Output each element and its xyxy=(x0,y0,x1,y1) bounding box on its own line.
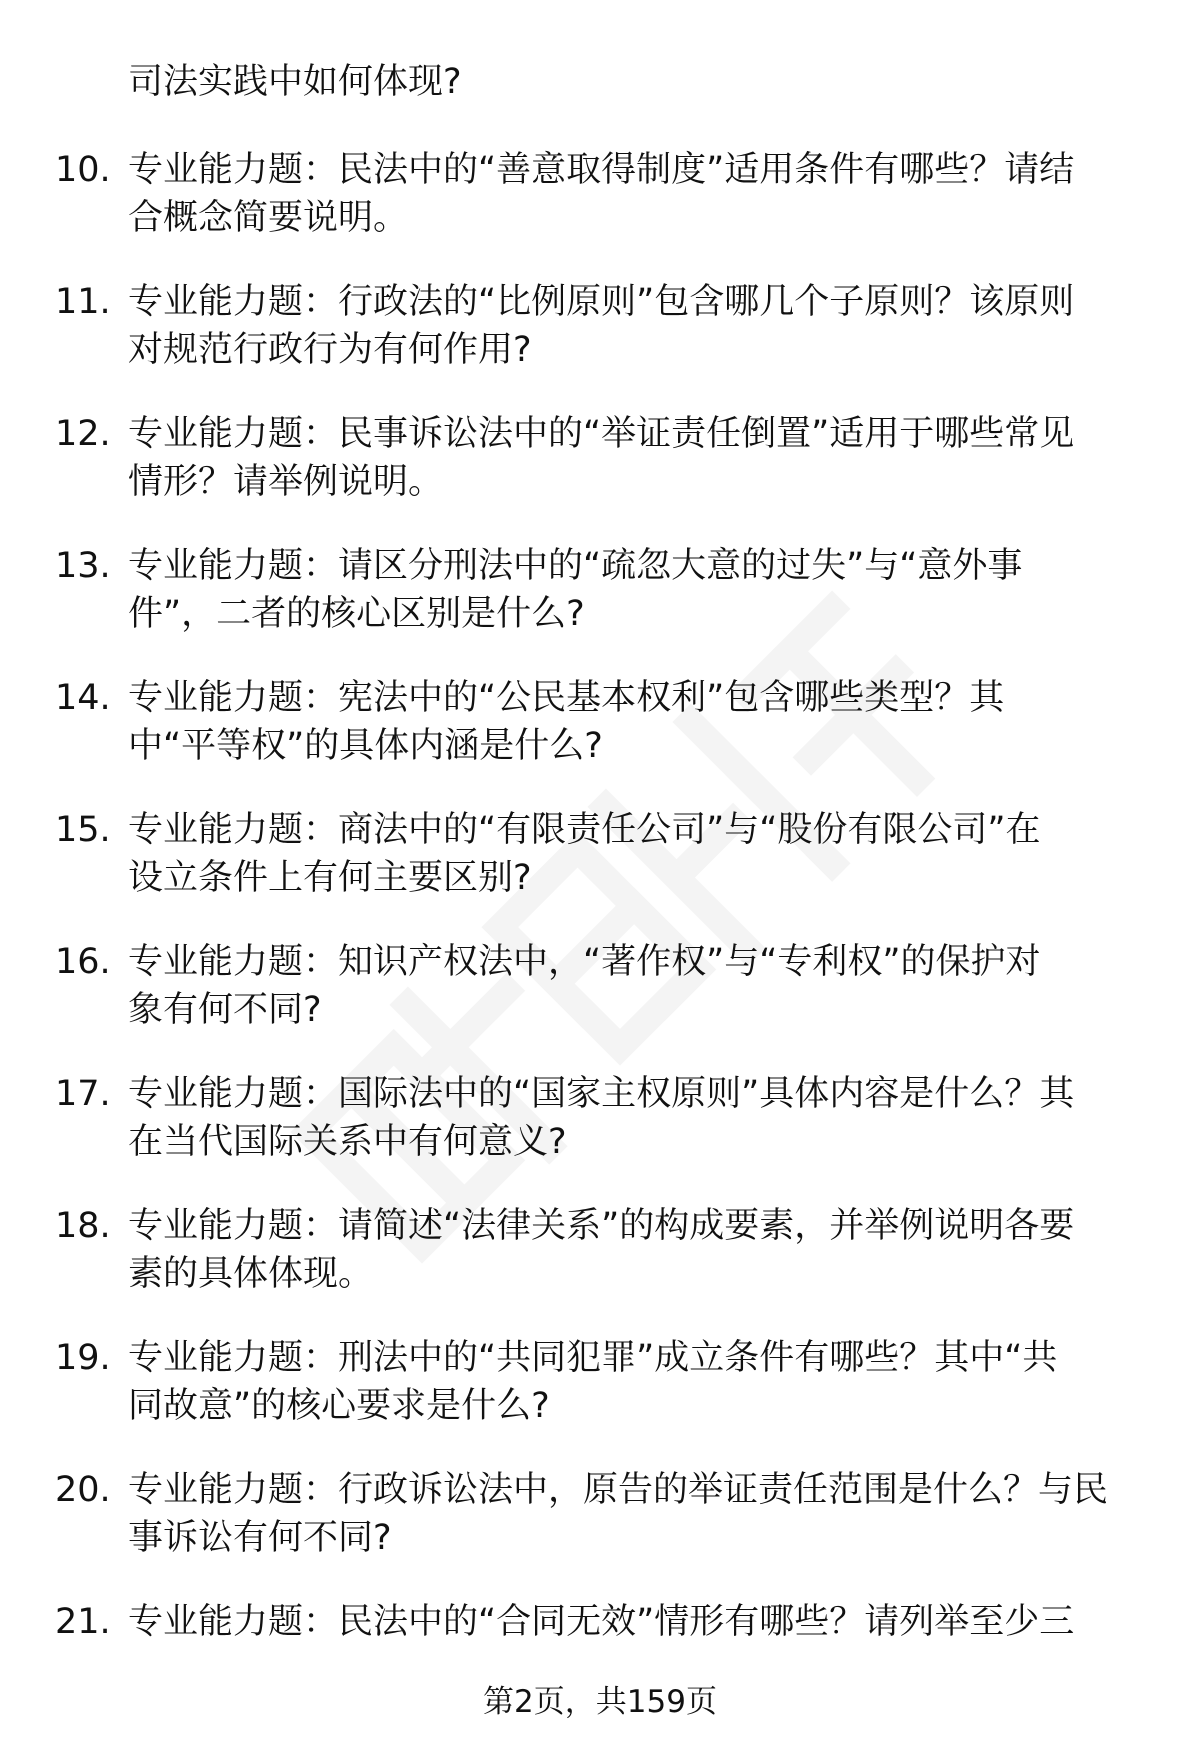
question-text-line-1: 专业能力题：商法中的“有限责任公司”与“股份有限公司”在 xyxy=(128,810,1041,850)
question-text-line-2: 件”，二者的核心区别是什么? xyxy=(128,594,585,634)
question-text-line-2: 同故意”的核心要求是什么? xyxy=(128,1386,550,1426)
list-item xyxy=(0,410,1200,542)
list-item xyxy=(0,806,1200,938)
question-text-line-2: 素的具体体现。 xyxy=(128,1254,374,1294)
question-number: 14. xyxy=(55,678,111,718)
question-number: 20. xyxy=(55,1470,111,1510)
question-text-line-1: 专业能力题：民事诉讼法中的“举证责任倒置”适用于哪些常见 xyxy=(128,414,1075,454)
question-number: 21. xyxy=(55,1602,111,1642)
list-item xyxy=(0,542,1200,674)
question-number: 13. xyxy=(55,546,111,586)
question-text-line-1: 专业能力题：行政诉讼法中，原告的举证责任范围是什么？与民 xyxy=(128,1470,1109,1510)
page-number-label: 第2页，共159页 xyxy=(483,1684,717,1720)
question-text-line-2: 在当代国际关系中有何意义? xyxy=(128,1122,567,1162)
question-text-line-2: 设立条件上有何主要区别? xyxy=(128,858,532,898)
list-item xyxy=(0,938,1200,1070)
question-number: 18. xyxy=(55,1206,111,1246)
question-text-line-2: 象有何不同? xyxy=(128,990,322,1030)
question-number: 16. xyxy=(55,942,111,982)
list-item xyxy=(0,278,1200,410)
question-number: 17. xyxy=(55,1074,111,1114)
question-number: 11. xyxy=(55,282,111,322)
question-text-line-1: 专业能力题：行政法的“比例原则”包含哪几个子原则？该原则 xyxy=(128,282,1075,322)
question-text-line-1: 专业能力题：刑法中的“共同犯罪”成立条件有哪些？其中“共 xyxy=(128,1338,1058,1378)
question-text-line-1: 专业能力题：民法中的“善意取得制度”适用条件有哪些？请结 xyxy=(128,150,1075,190)
page-footer xyxy=(0,1680,1200,1724)
question-text-line-1: 专业能力题：国际法中的“国家主权原则”具体内容是什么？其 xyxy=(128,1074,1075,1114)
question-number: 19. xyxy=(55,1338,111,1378)
question-number: 15. xyxy=(55,810,111,850)
list-item xyxy=(0,1334,1200,1466)
list-item xyxy=(0,674,1200,806)
list-item xyxy=(0,1202,1200,1334)
question-text-line-1: 专业能力题：请简述“法律关系”的构成要素，并举例说明各要 xyxy=(128,1206,1075,1246)
continuation-text: 司法实践中如何体现? xyxy=(128,62,462,102)
question-text-line-2: 合概念简要说明。 xyxy=(128,198,409,238)
question-text-line-2: 对规范行政行为有何作用? xyxy=(128,330,532,370)
question-text-line-1: 专业能力题：宪法中的“公民基本权利”包含哪些类型？其 xyxy=(128,678,1005,718)
question-number: 12. xyxy=(55,414,111,454)
question-text-line-2: 情形？请举例说明。 xyxy=(128,462,444,502)
list-item xyxy=(0,146,1200,278)
question-text-line-2: 事诉讼有何不同? xyxy=(128,1518,392,1558)
list-item xyxy=(0,1466,1200,1598)
question-text-line-1: 专业能力题：民法中的“合同无效”情形有哪些？请列举至少三 xyxy=(128,1602,1075,1642)
question-number: 10. xyxy=(55,150,111,190)
question-text-line-2: 中“平等权”的具体内涵是什么? xyxy=(128,726,603,766)
question-text-line-1: 专业能力题：知识产权法中，“著作权”与“专利权”的保护对 xyxy=(128,942,1041,982)
question-text-line-1: 专业能力题：请区分刑法中的“疏忽大意的过失”与“意外事 xyxy=(128,546,1023,586)
question-list xyxy=(0,146,1200,1730)
list-item xyxy=(0,1070,1200,1202)
